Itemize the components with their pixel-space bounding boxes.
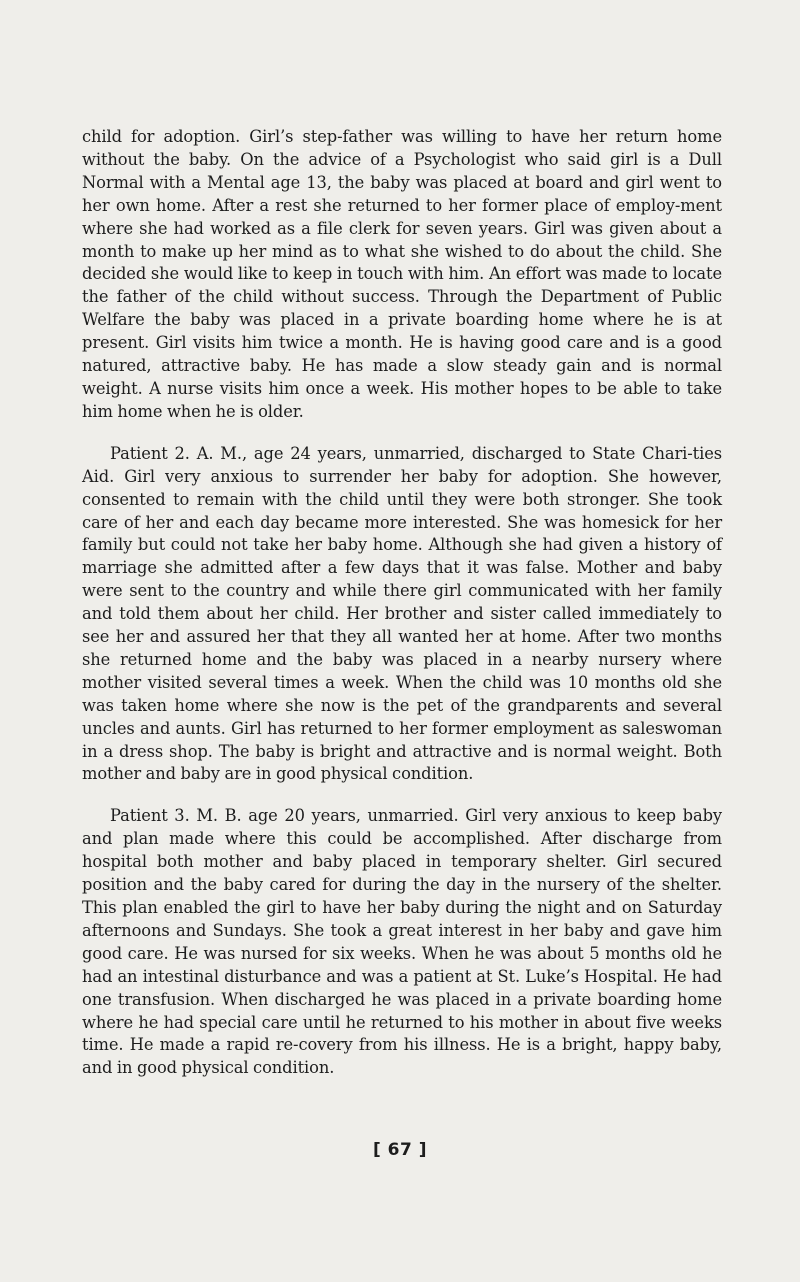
paragraph-continuation: child for adoption. Girl’s step-father was willing to have her return home without the baby. On the advice of a Psychologist who said girl is a Dull Normal with a Mental age 13, the baby was placed at board and girl went to her own home. After a rest she returned to her former place of employ-ment where she had worked as a file clerk for seven years. Girl was given about a month to make up her mind as to what she wished to do about the child. She decided she would like to keep in touch with him. An effort was made to locate the father of the child without success. Through the Department of Public Welfare the baby was placed in a private boarding home where he is at present. Girl visits him twice a month. He is having good care and is a good natured, attractive baby. He has made a slow steady gain and is normal weight. A nurse visits him once a week. His mother hopes to be able to take him home when he is older.: [82, 127, 722, 421]
paragraph-patient-3: Patient 3. M. B. age 20 years, unmarried. Girl very anxious to keep baby and plan made where this could be accomplished. After discharge from hospital both mother and baby placed in temporary shelter. Girl secured position and the baby cared for during the day in the nursery of the shelter. This plan enabled the girl to have her baby during the night and on Saturday afternoons and Sundays. She took a great interest in her baby and gave him good care. He was nursed for six weeks. When he was about 5 months old he had an intestinal disturbance and was a patient at St. Luke’s Hospital. He had one transfusion. When discharged he was placed in a private boarding home where he had special care until he returned to his mother in about five weeks time. He made a rapid re-covery from his illness. He is a bright, happy baby, and in good physical condition.: [82, 806, 722, 1078]
page-number: [ 67 ]: [372, 1140, 428, 1160]
page-body: [82, 126, 722, 1080]
paragraph-patient-2: Patient 2. A. M., age 24 years, unmarried, discharged to State Chari-ties Aid. Girl very anxious to surrender her baby for adoption. She however, consented to remain with the child until they were both stronger. She took care of her and each day became more interested. She was homesick for her family but could not take her baby home. Although she had given a history of marriage she admitted after a few days that it was false. Mother and baby were sent to the country and while there girl communicated with her family and told them about her child. Her brother and sister called immediately to see her and assured her that they all wanted her at home. After two months she returned home and the baby was placed in a nearby nursery where mother visited several times a week. When the child was 10 months old she was taken home where she now is the pet of the grandparents and several uncles and aunts. Girl has returned to her former employment as saleswoman in a dress shop. The baby is bright and attractive and is normal weight. Both mother and baby are in good physical condition.: [82, 443, 722, 784]
